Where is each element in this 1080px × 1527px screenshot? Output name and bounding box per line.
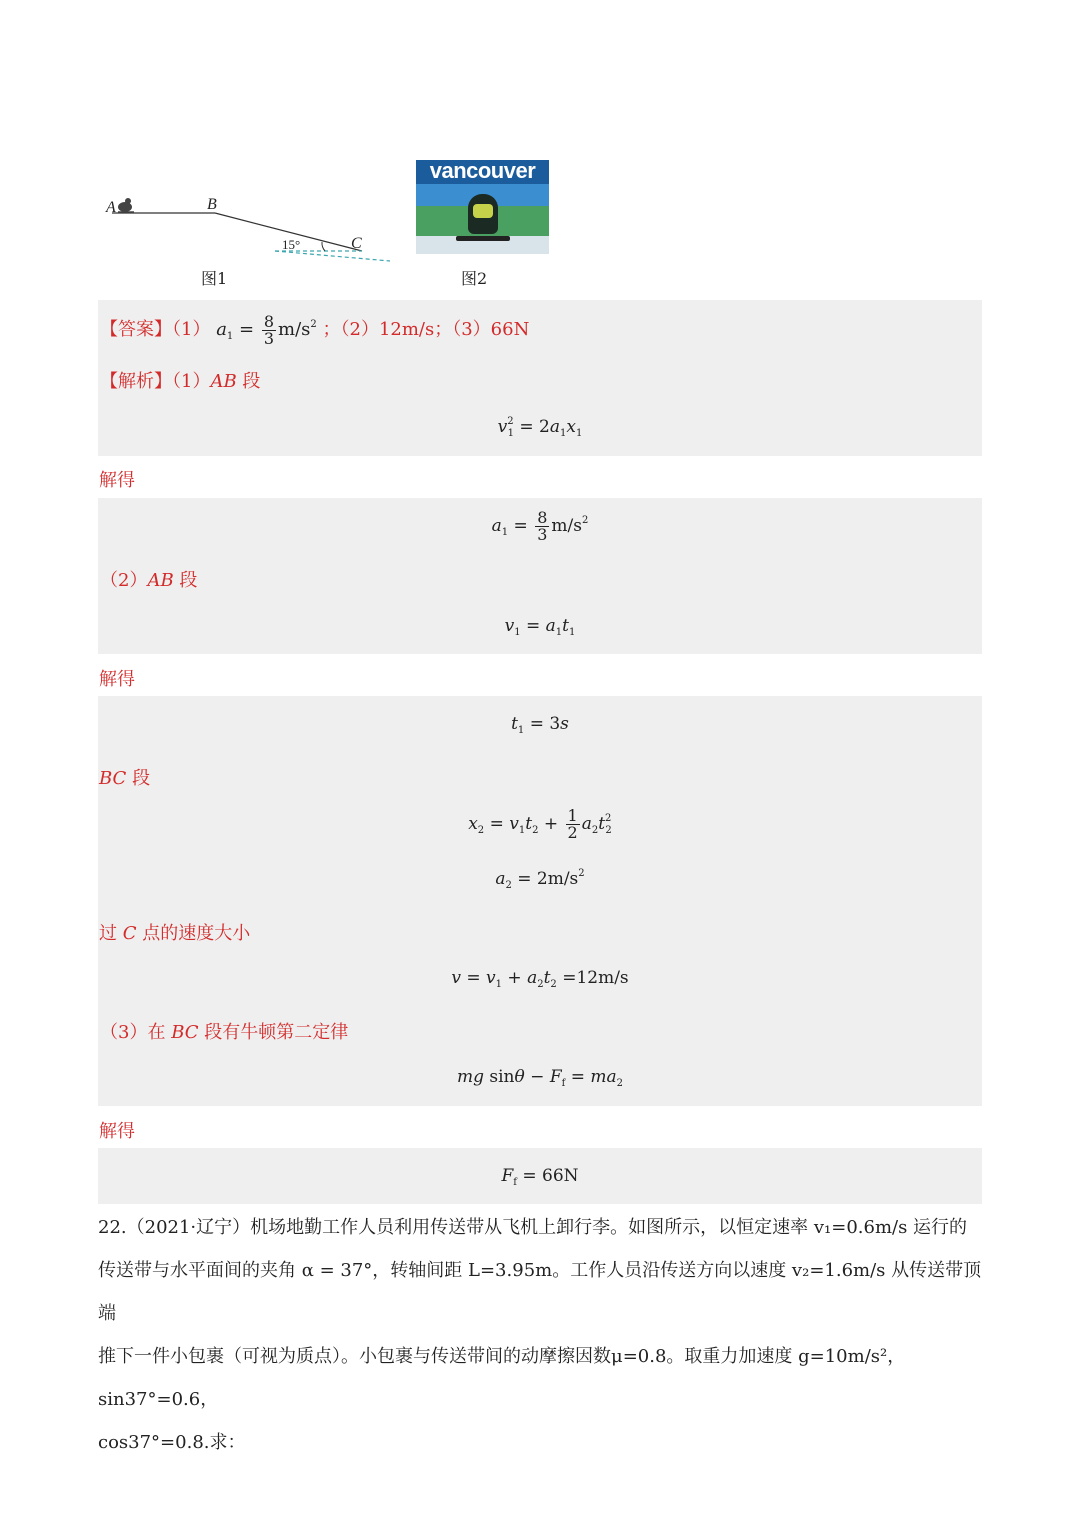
- solution-label-1: 解得: [99, 470, 135, 491]
- equation-3: $v_1 = a_1t_1$: [504, 616, 576, 638]
- problem-22-line-1: 22.（2021·辽宁）机场地勤工作人员利用传送带从飞机上卸行李。如图所示，以恒定速率 v₁=0.6m/s 运行的: [98, 1217, 968, 1238]
- bc-heading: BC 段: [99, 768, 151, 789]
- equation-4: $t_1 = 3s$: [511, 714, 569, 736]
- problem-22-line-2: 传送带与水平面间的夹角 α = 37°，转轴间距 L=3.95m。工作人员沿传送方向以速度 v₂=1.6m/s 从传送带顶端: [98, 1260, 982, 1324]
- figure-2-photo: [416, 160, 549, 254]
- equation-2: $a_1$ = $\frac{8}{3}$ $m/s^2$: [491, 508, 589, 544]
- equation-1: $v^2_1 = 2a_1x_1$: [497, 416, 583, 439]
- step-2-heading: （2）AB 段: [100, 570, 198, 591]
- answer-tag: 【答案】: [100, 319, 172, 340]
- answer-line: 【答案】（1） $a_1$ = $\frac{8}{3}$ $m/s^2$ ；（2）12m/s；（3）66N: [100, 311, 530, 348]
- equation-5: $x_2 = v_1t_2$ + $\frac{1}{2}$ $a_2t^2_2$: [468, 806, 612, 842]
- solution-label-3: 解得: [99, 1121, 135, 1142]
- figure-2-caption: 图2: [461, 269, 488, 288]
- problem-22-line-4: cos37°=0.8.求：: [98, 1432, 246, 1453]
- solution-label-2: 解得: [99, 669, 135, 690]
- figure-1-caption: 图1: [201, 269, 228, 288]
- problem-22: [98, 1206, 982, 1464]
- step3-block: [98, 696, 982, 1106]
- equation-9: $F_f = 66N$: [501, 1166, 579, 1188]
- figure-1-diagram: [100, 185, 400, 270]
- problem-22-line-3: 推下一件小包裹（可视为质点）。小包裹与传送带间的动摩擦因数μ=0.8。取重力加速度 g=10m/s²，sin37°=0.6，: [98, 1346, 906, 1410]
- angle-label: 15°: [282, 237, 301, 252]
- analysis-line: 【解析】（1）AB 段: [100, 371, 261, 392]
- equation-6: $a_2 = 2m/s^2$: [495, 868, 585, 891]
- equation-8: mg $\sin\theta - F_f = ma_2$: [456, 1067, 624, 1089]
- point-c-label: C: [351, 235, 362, 252]
- step-3-heading: （3）在 BC 段有牛顿第二定律: [100, 1022, 349, 1043]
- point-a-label: A: [106, 199, 116, 216]
- athlete-icon: [118, 198, 134, 212]
- point-b-label: B: [207, 196, 217, 213]
- speed-c-heading: 过 C 点的速度大小: [99, 923, 251, 944]
- photo-banner-text: vancouver: [416, 160, 549, 184]
- equation-7: $v = v_1 + a_2t_2 =12m/s$: [451, 968, 629, 990]
